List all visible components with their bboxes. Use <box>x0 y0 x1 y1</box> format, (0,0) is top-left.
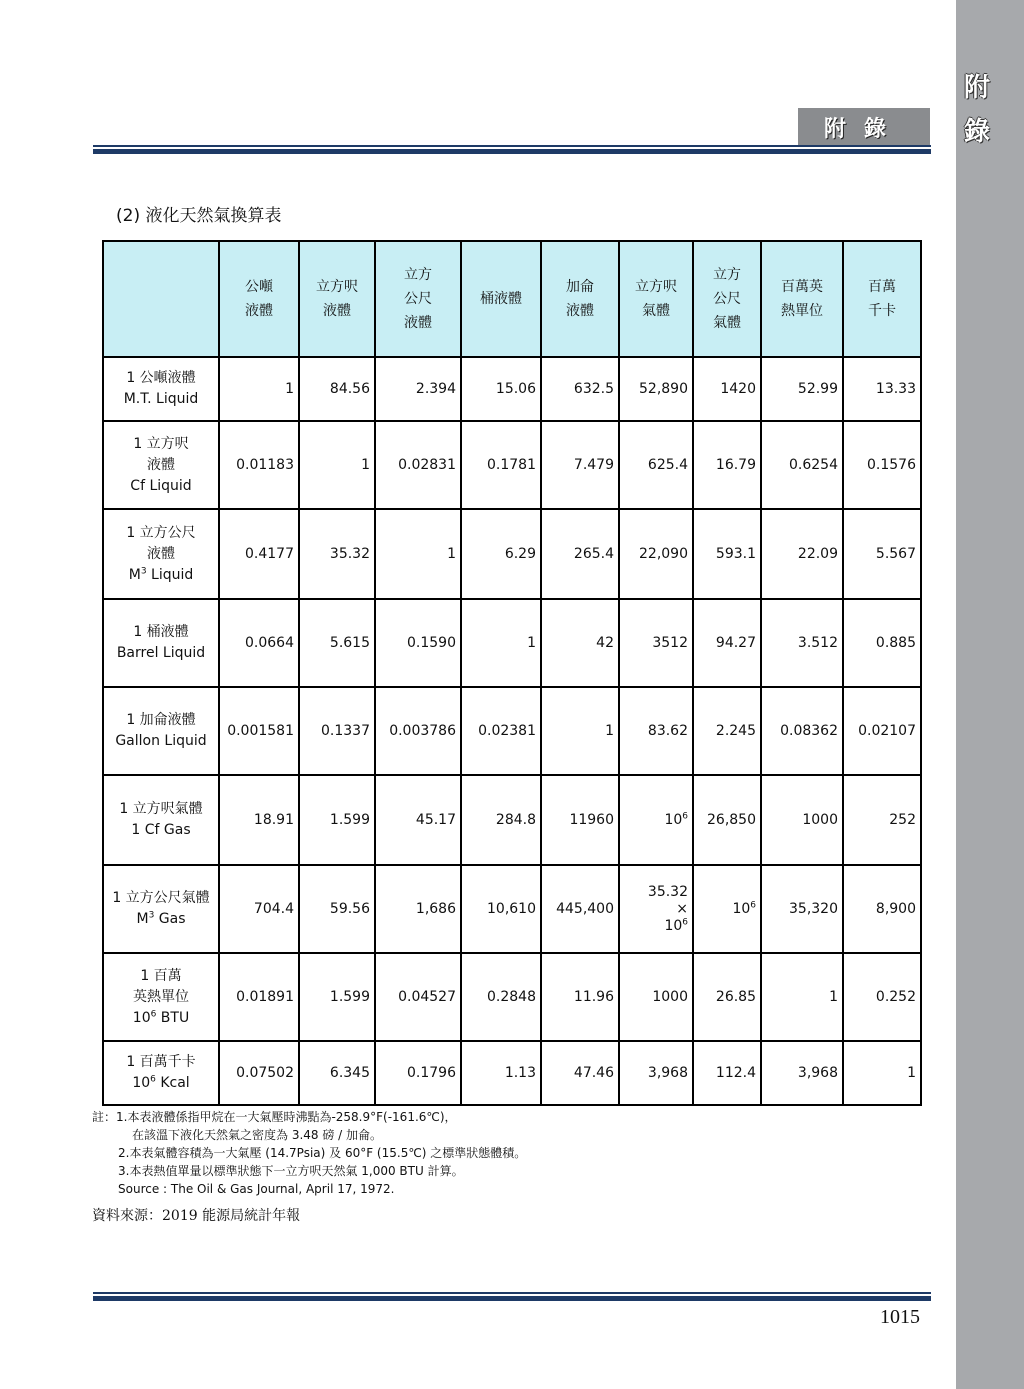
table-row <box>103 687 921 775</box>
table-cell: 0.02107 <box>843 687 921 775</box>
table-cell: 1 <box>541 687 619 775</box>
table-cell: 1.599 <box>299 953 375 1041</box>
table-cell: 0.6254 <box>761 421 843 509</box>
column-header-line: 百萬英 <box>781 279 823 295</box>
column-header-line: 立方 <box>713 267 741 283</box>
row-label-line: 液體 <box>147 545 175 562</box>
table-cell: 1 <box>299 421 375 509</box>
table-cell: 11.96 <box>541 953 619 1041</box>
table-cell: 0.252 <box>843 953 921 1041</box>
table-cell: 2.245 <box>693 687 761 775</box>
table-row <box>103 357 921 421</box>
table-cell: 52.99 <box>761 357 843 421</box>
table-cell: 13.33 <box>843 357 921 421</box>
column-header <box>843 241 921 357</box>
side-band <box>956 0 1024 1389</box>
row-label-line: 1 立方公尺 <box>126 524 196 541</box>
table-cell: 593.1 <box>693 509 761 599</box>
table-row <box>103 953 921 1041</box>
row-label <box>103 599 219 687</box>
column-header <box>761 241 843 357</box>
page-number: 1015 <box>880 1306 920 1328</box>
top-rule <box>93 145 931 154</box>
chapter-tag: 附錄 <box>798 108 930 146</box>
row-label-line: 1 桶液體 <box>133 624 189 640</box>
table-cell: 35.32 <box>299 509 375 599</box>
column-header-line: 立方 <box>404 267 432 283</box>
table-cell: 10,610 <box>461 865 541 953</box>
column-header-line: 立方呎 <box>316 279 358 295</box>
row-label <box>103 775 219 865</box>
table-cell: 1000 <box>761 775 843 865</box>
row-label-line: M.T. Liquid <box>123 391 199 407</box>
table-cell: 18.91 <box>219 775 299 865</box>
table-cell: 632.5 <box>541 357 619 421</box>
table-cell: 42 <box>541 599 619 687</box>
table-cell: 7.479 <box>541 421 619 509</box>
row-label <box>103 865 219 953</box>
table-cell: 0.4177 <box>219 509 299 599</box>
row-label-line: Barrel Liquid <box>116 645 206 661</box>
row-label <box>103 687 219 775</box>
table-cell: 0.07502 <box>219 1041 299 1105</box>
row-label-line: 1 立方呎氣體 <box>119 801 203 817</box>
column-header <box>693 241 761 357</box>
table-cell: 16.79 <box>693 421 761 509</box>
table-cell: 1.13 <box>461 1041 541 1105</box>
table-row <box>103 599 921 687</box>
table-cell: 1000 <box>619 953 693 1041</box>
table-cell: 6.29 <box>461 509 541 599</box>
row-label-line: 英熱單位 <box>133 988 189 1005</box>
bottom-rule <box>93 1292 931 1301</box>
row-label-line: 1 Cf Gas <box>131 822 191 838</box>
table-cell: 22.09 <box>761 509 843 599</box>
row-label-line: $10^6$ BTU <box>132 1008 190 1026</box>
note-line: 2.本表氣體容積為一大氣壓 (14.7Psia) 及 60°F (15.5℃) 之標準狀態體積。 <box>118 1146 527 1160</box>
table-cell: 0.08362 <box>761 687 843 775</box>
row-label-line: $10^6$ Kcal <box>132 1074 190 1091</box>
row-label-line: 1 立方公尺氣體 <box>112 890 210 906</box>
header-row <box>103 241 921 357</box>
conversion-table <box>102 240 922 1106</box>
row-label <box>103 357 219 421</box>
table-cell: 0.1576 <box>843 421 921 509</box>
table-cell: 11960 <box>541 775 619 865</box>
table-cell: 0.01183 <box>219 421 299 509</box>
table-row <box>103 865 921 953</box>
column-header-line: 加侖 <box>566 279 594 295</box>
column-header-line: 公尺 <box>404 291 432 307</box>
note-line: 3.本表熱值單量以標準狀態下一立方呎天然氣 1,000 BTU 計算。 <box>118 1164 464 1178</box>
column-header <box>103 241 219 357</box>
row-label <box>103 421 219 509</box>
table-cell: 0.04527 <box>375 953 461 1041</box>
column-header <box>619 241 693 357</box>
table-cell: 112.4 <box>693 1041 761 1105</box>
column-header-line: 液體 <box>323 303 351 319</box>
table-cell: 265.4 <box>541 509 619 599</box>
table-cell: 5.615 <box>299 599 375 687</box>
table-cell: 26,850 <box>693 775 761 865</box>
table-cell: 5.567 <box>843 509 921 599</box>
column-header-line: 公尺 <box>713 291 741 307</box>
column-header-line: 氣體 <box>713 315 741 331</box>
column-header-line: 公噸 <box>245 279 273 295</box>
column-header-line: 立方呎 <box>635 279 677 295</box>
table-cell: 704.4 <box>219 865 299 953</box>
table-cell: 0.003786 <box>375 687 461 775</box>
row-label <box>103 953 219 1041</box>
table-cell: 252 <box>843 775 921 865</box>
table-cell: 26.85 <box>693 953 761 1041</box>
row-label <box>103 1041 219 1105</box>
column-header-line: 桶液體 <box>480 291 522 307</box>
section-title: (2) 液化天然氣換算表 <box>116 206 282 226</box>
table-cell: 83.62 <box>619 687 693 775</box>
side-chapter-label: 附 錄 <box>963 73 990 147</box>
table-cell: 3.512 <box>761 599 843 687</box>
table-cell: 3,968 <box>619 1041 693 1105</box>
table-row <box>103 775 921 865</box>
column-header <box>461 241 541 357</box>
column-header <box>375 241 461 357</box>
table-cell: 8,900 <box>843 865 921 953</box>
column-header-line: 液體 <box>566 303 594 319</box>
table-cell: 0.0664 <box>219 599 299 687</box>
column-header <box>219 241 299 357</box>
table-cell: 0.001581 <box>219 687 299 775</box>
column-header-line: 百萬 <box>868 279 896 295</box>
table-cell: 0.1337 <box>299 687 375 775</box>
table-cell: 0.2848 <box>461 953 541 1041</box>
table-cell: 3,968 <box>761 1041 843 1105</box>
table-cell: 0.885 <box>843 599 921 687</box>
row-label-line: 1 百萬 <box>140 967 182 984</box>
note-line: 註：1.本表液體係指甲烷在一大氣壓時沸點為-258.9°F(-161.6℃)， <box>92 1110 457 1124</box>
row-label <box>103 509 219 599</box>
table-row <box>103 1041 921 1105</box>
table-cell: 45.17 <box>375 775 461 865</box>
table-cell: 284.8 <box>461 775 541 865</box>
row-label-line: 1 百萬千卡 <box>126 1054 196 1070</box>
row-label-line: 1 加侖液體 <box>126 712 196 728</box>
table-cell: 59.56 <box>299 865 375 953</box>
table-row <box>103 509 921 599</box>
table-cell: 1420 <box>693 357 761 421</box>
table-cell: 22,090 <box>619 509 693 599</box>
table-cell: 0.1781 <box>461 421 541 509</box>
column-header <box>541 241 619 357</box>
table-cell: 0.02831 <box>375 421 461 509</box>
source-line: 資料來源：2019 能源局統計年報 <box>92 1208 301 1224</box>
table-cell: 445,400 <box>541 865 619 953</box>
table-cell: 625.4 <box>619 421 693 509</box>
table-cell: 15.06 <box>461 357 541 421</box>
row-label-line: $M^3$ Liquid <box>128 565 194 583</box>
note-line: 在該溫下液化天然氣之密度為 3.48 磅 / 加侖。 <box>132 1128 383 1142</box>
row-label-line: 1 立方呎 <box>133 435 189 452</box>
table-cell: 1 <box>375 509 461 599</box>
table-cell: 0.01891 <box>219 953 299 1041</box>
table-row <box>103 421 921 509</box>
column-header-line: 熱單位 <box>781 303 823 319</box>
table-cell: 0.1590 <box>375 599 461 687</box>
column-header <box>299 241 375 357</box>
column-header-line: 液體 <box>245 303 273 319</box>
column-header-line: 液體 <box>404 315 432 331</box>
row-label-line: Gallon Liquid <box>115 733 207 749</box>
table-cell: 1 <box>761 953 843 1041</box>
column-header-line: 千卡 <box>868 303 896 319</box>
notes <box>92 1108 526 1198</box>
row-label-line: Cf Liquid <box>130 477 192 494</box>
table-cell: $10^6$ <box>619 775 693 865</box>
row-label-line: $M^3$ Gas <box>136 910 186 927</box>
table-cell: 1 <box>219 357 299 421</box>
table-cell: 52,890 <box>619 357 693 421</box>
table-cell: 0.1796 <box>375 1041 461 1105</box>
table-cell: 1.599 <box>299 775 375 865</box>
table-cell: 0.02381 <box>461 687 541 775</box>
table-cell: 1 <box>461 599 541 687</box>
table-cell: 3512 <box>619 599 693 687</box>
table-cell: 35.32 × $10^6$ <box>619 865 693 953</box>
table-cell: 1 <box>843 1041 921 1105</box>
column-header-line: 氣體 <box>642 303 670 319</box>
table-cell: 35,320 <box>761 865 843 953</box>
table-cell: 84.56 <box>299 357 375 421</box>
note-line: Source : The Oil & Gas Journal, April 17, 1972. <box>118 1182 395 1196</box>
table-cell: 6.345 <box>299 1041 375 1105</box>
table-cell: 47.46 <box>541 1041 619 1105</box>
table-cell: $10^6$ <box>693 865 761 953</box>
row-label-line: 液體 <box>147 456 175 473</box>
table-cell: 2.394 <box>375 357 461 421</box>
table-cell: 1,686 <box>375 865 461 953</box>
row-label-line: 1 公噸液體 <box>126 370 196 386</box>
table-cell: 94.27 <box>693 599 761 687</box>
